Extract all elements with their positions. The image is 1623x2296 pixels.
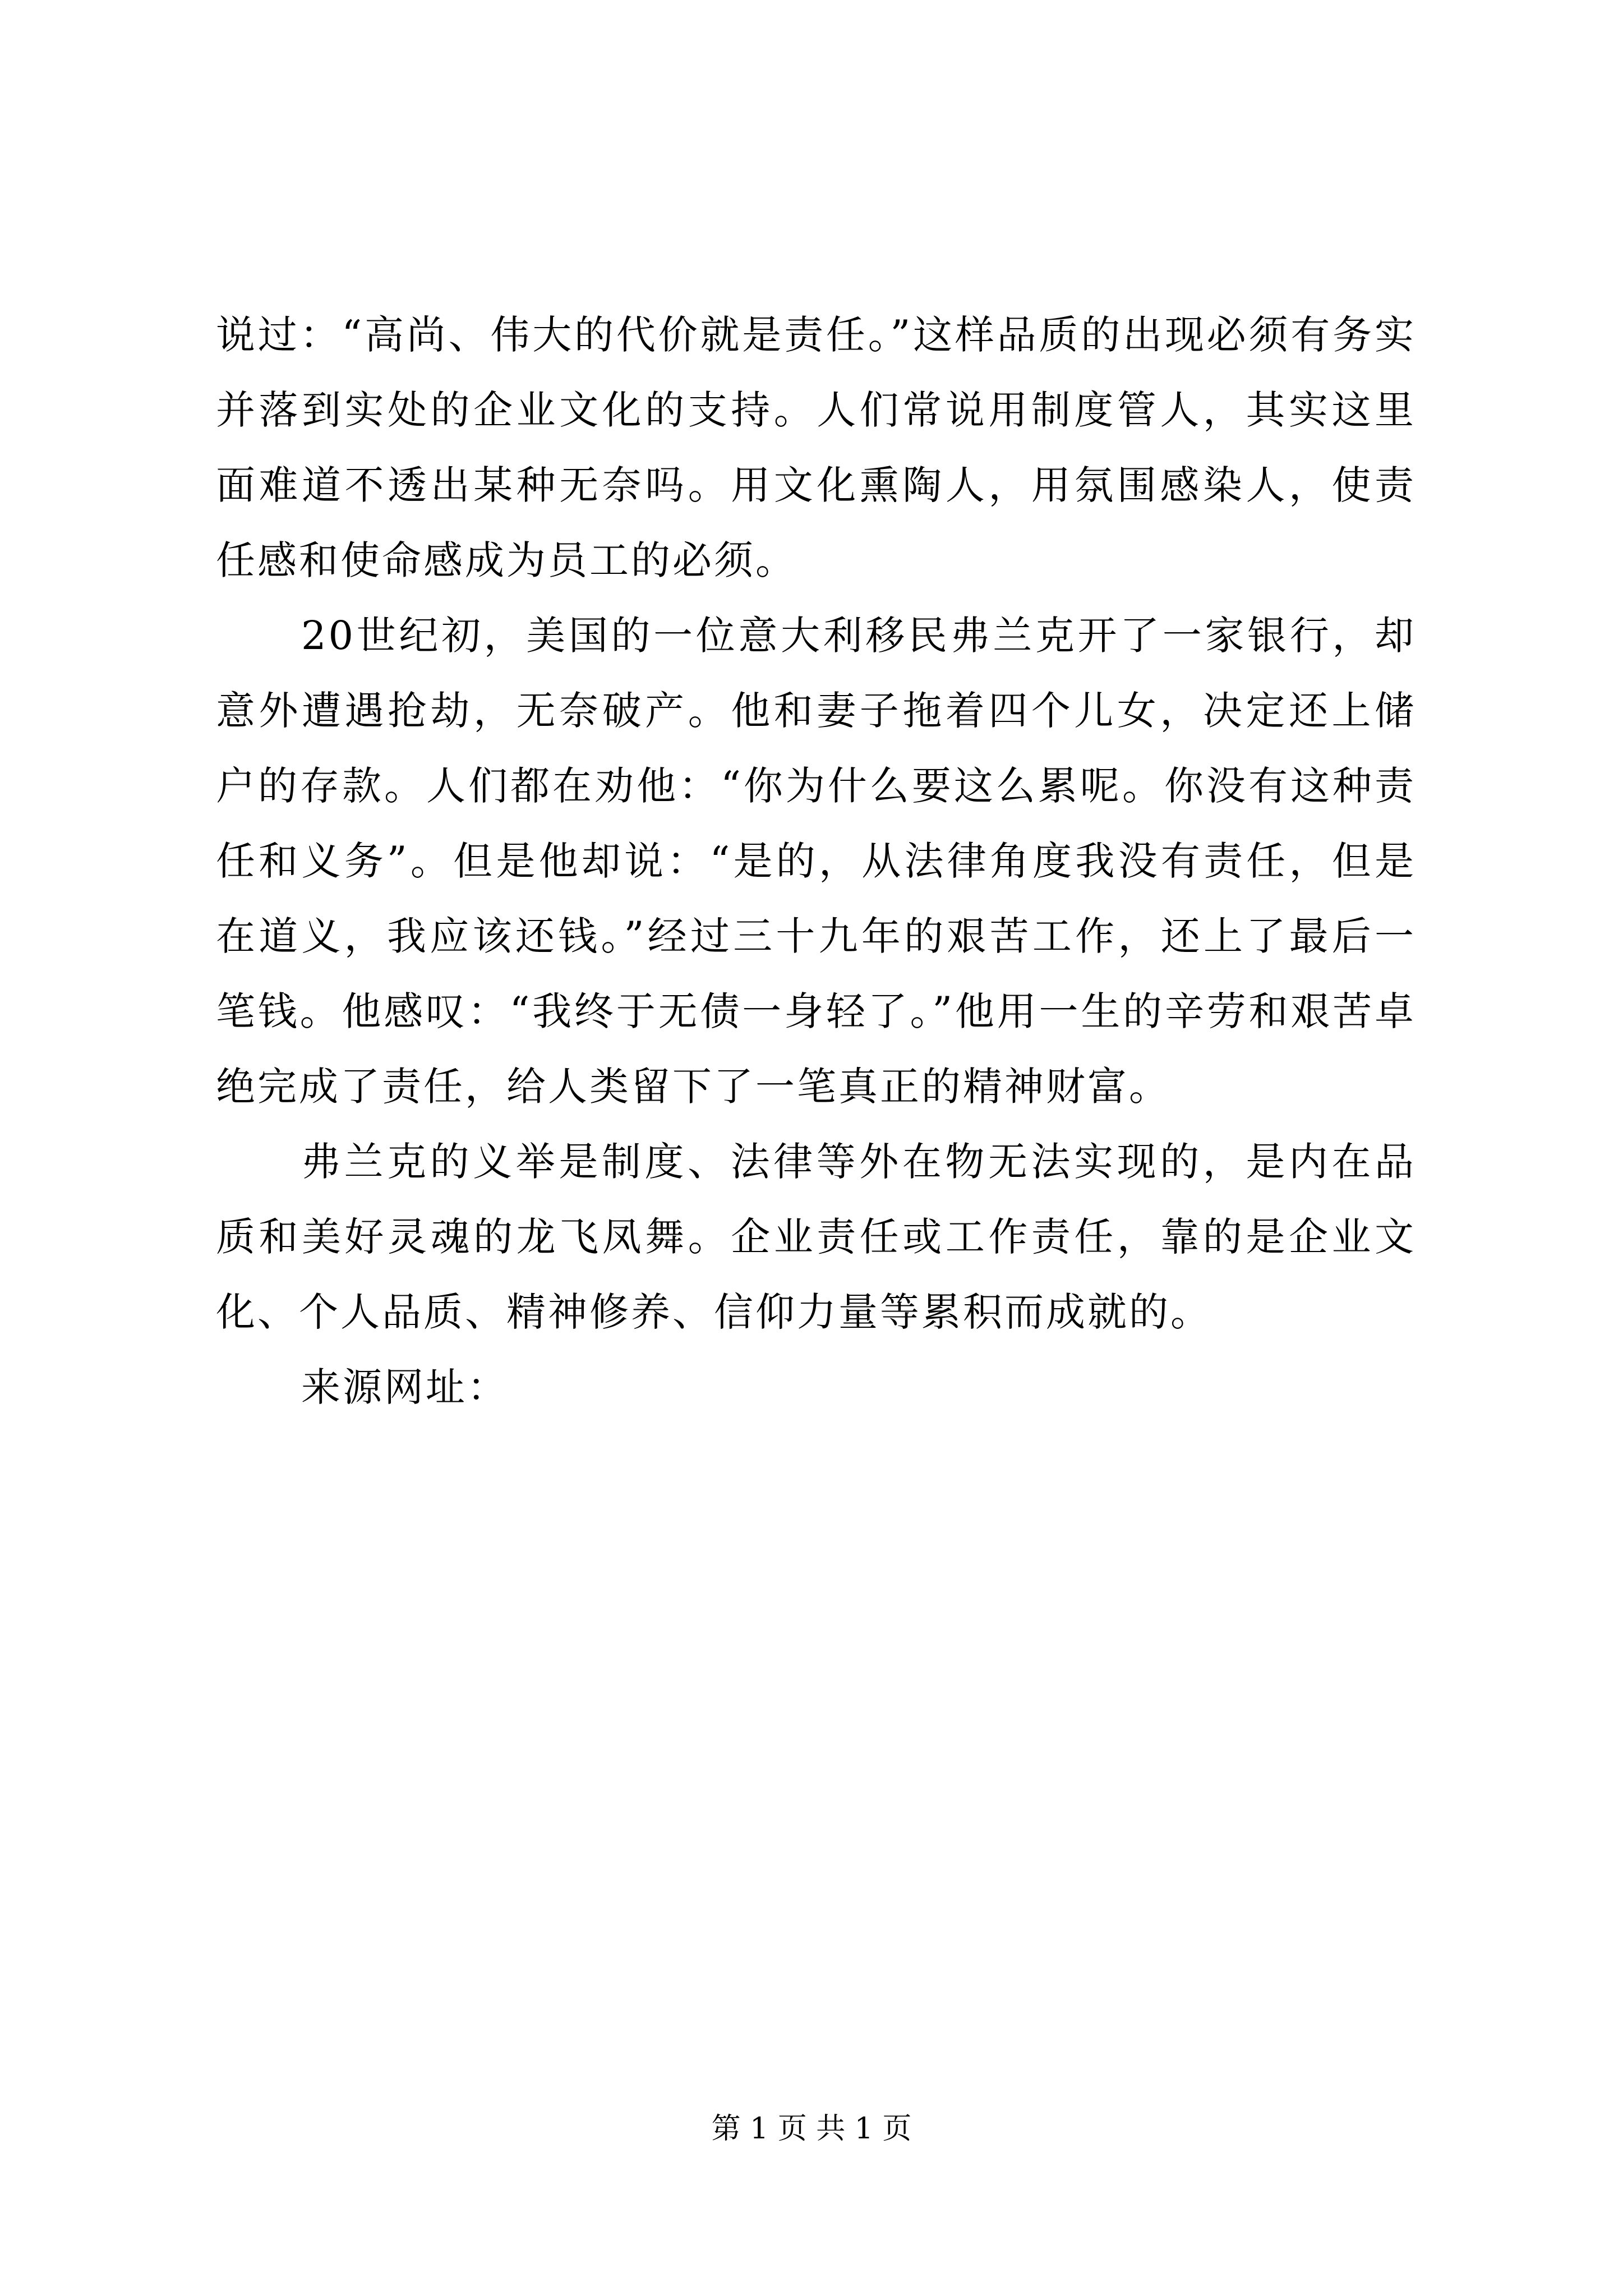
- paragraph-frank-story: 20世纪初，美国的一位意大利移民弗兰克开了一家银行，却意外遭遇抢劫，无奈破产。他和妻子拖着四个儿女，决定还上储户的存款。人们都在劝他：“你为什么要这么累呢。你没有这种责任和义务”。但是他却说：“是的，从法律角度我没有责任，但是在道义，我应该还钱。”经过三十九年的艰苦工作，还上了最后一笔钱。他感叹：“我终于无债一身轻了。”他用一生的辛劳和艰苦卓绝完成了责任，给人类留下了一笔真正的精神财富。: [216, 613, 1416, 1110]
- document-body: [216, 297, 1416, 1425]
- paragraph-source: 来源网址：: [301, 1364, 509, 1410]
- paragraph-continuation: 说过：“高尚、伟大的代价就是责任。”这样品质的出现必须有务实并落到实处的企业文化的支持。人们常说用制度管人，其实这里面难道不透出某种无奈吗。用文化熏陶人，用氛围感染人，使责任感和使命感成为员工的必须。: [216, 312, 1416, 583]
- page-footer: 第 1 页 共 1 页: [711, 2112, 912, 2146]
- paragraph-conclusion: 弗兰克的义举是制度、法律等外在物无法实现的，是内在品质和美好灵魂的龙飞凤舞。企业责任或工作责任，靠的是企业文化、个人品质、精神修养、信仰力量等累积而成就的。: [216, 1139, 1416, 1335]
